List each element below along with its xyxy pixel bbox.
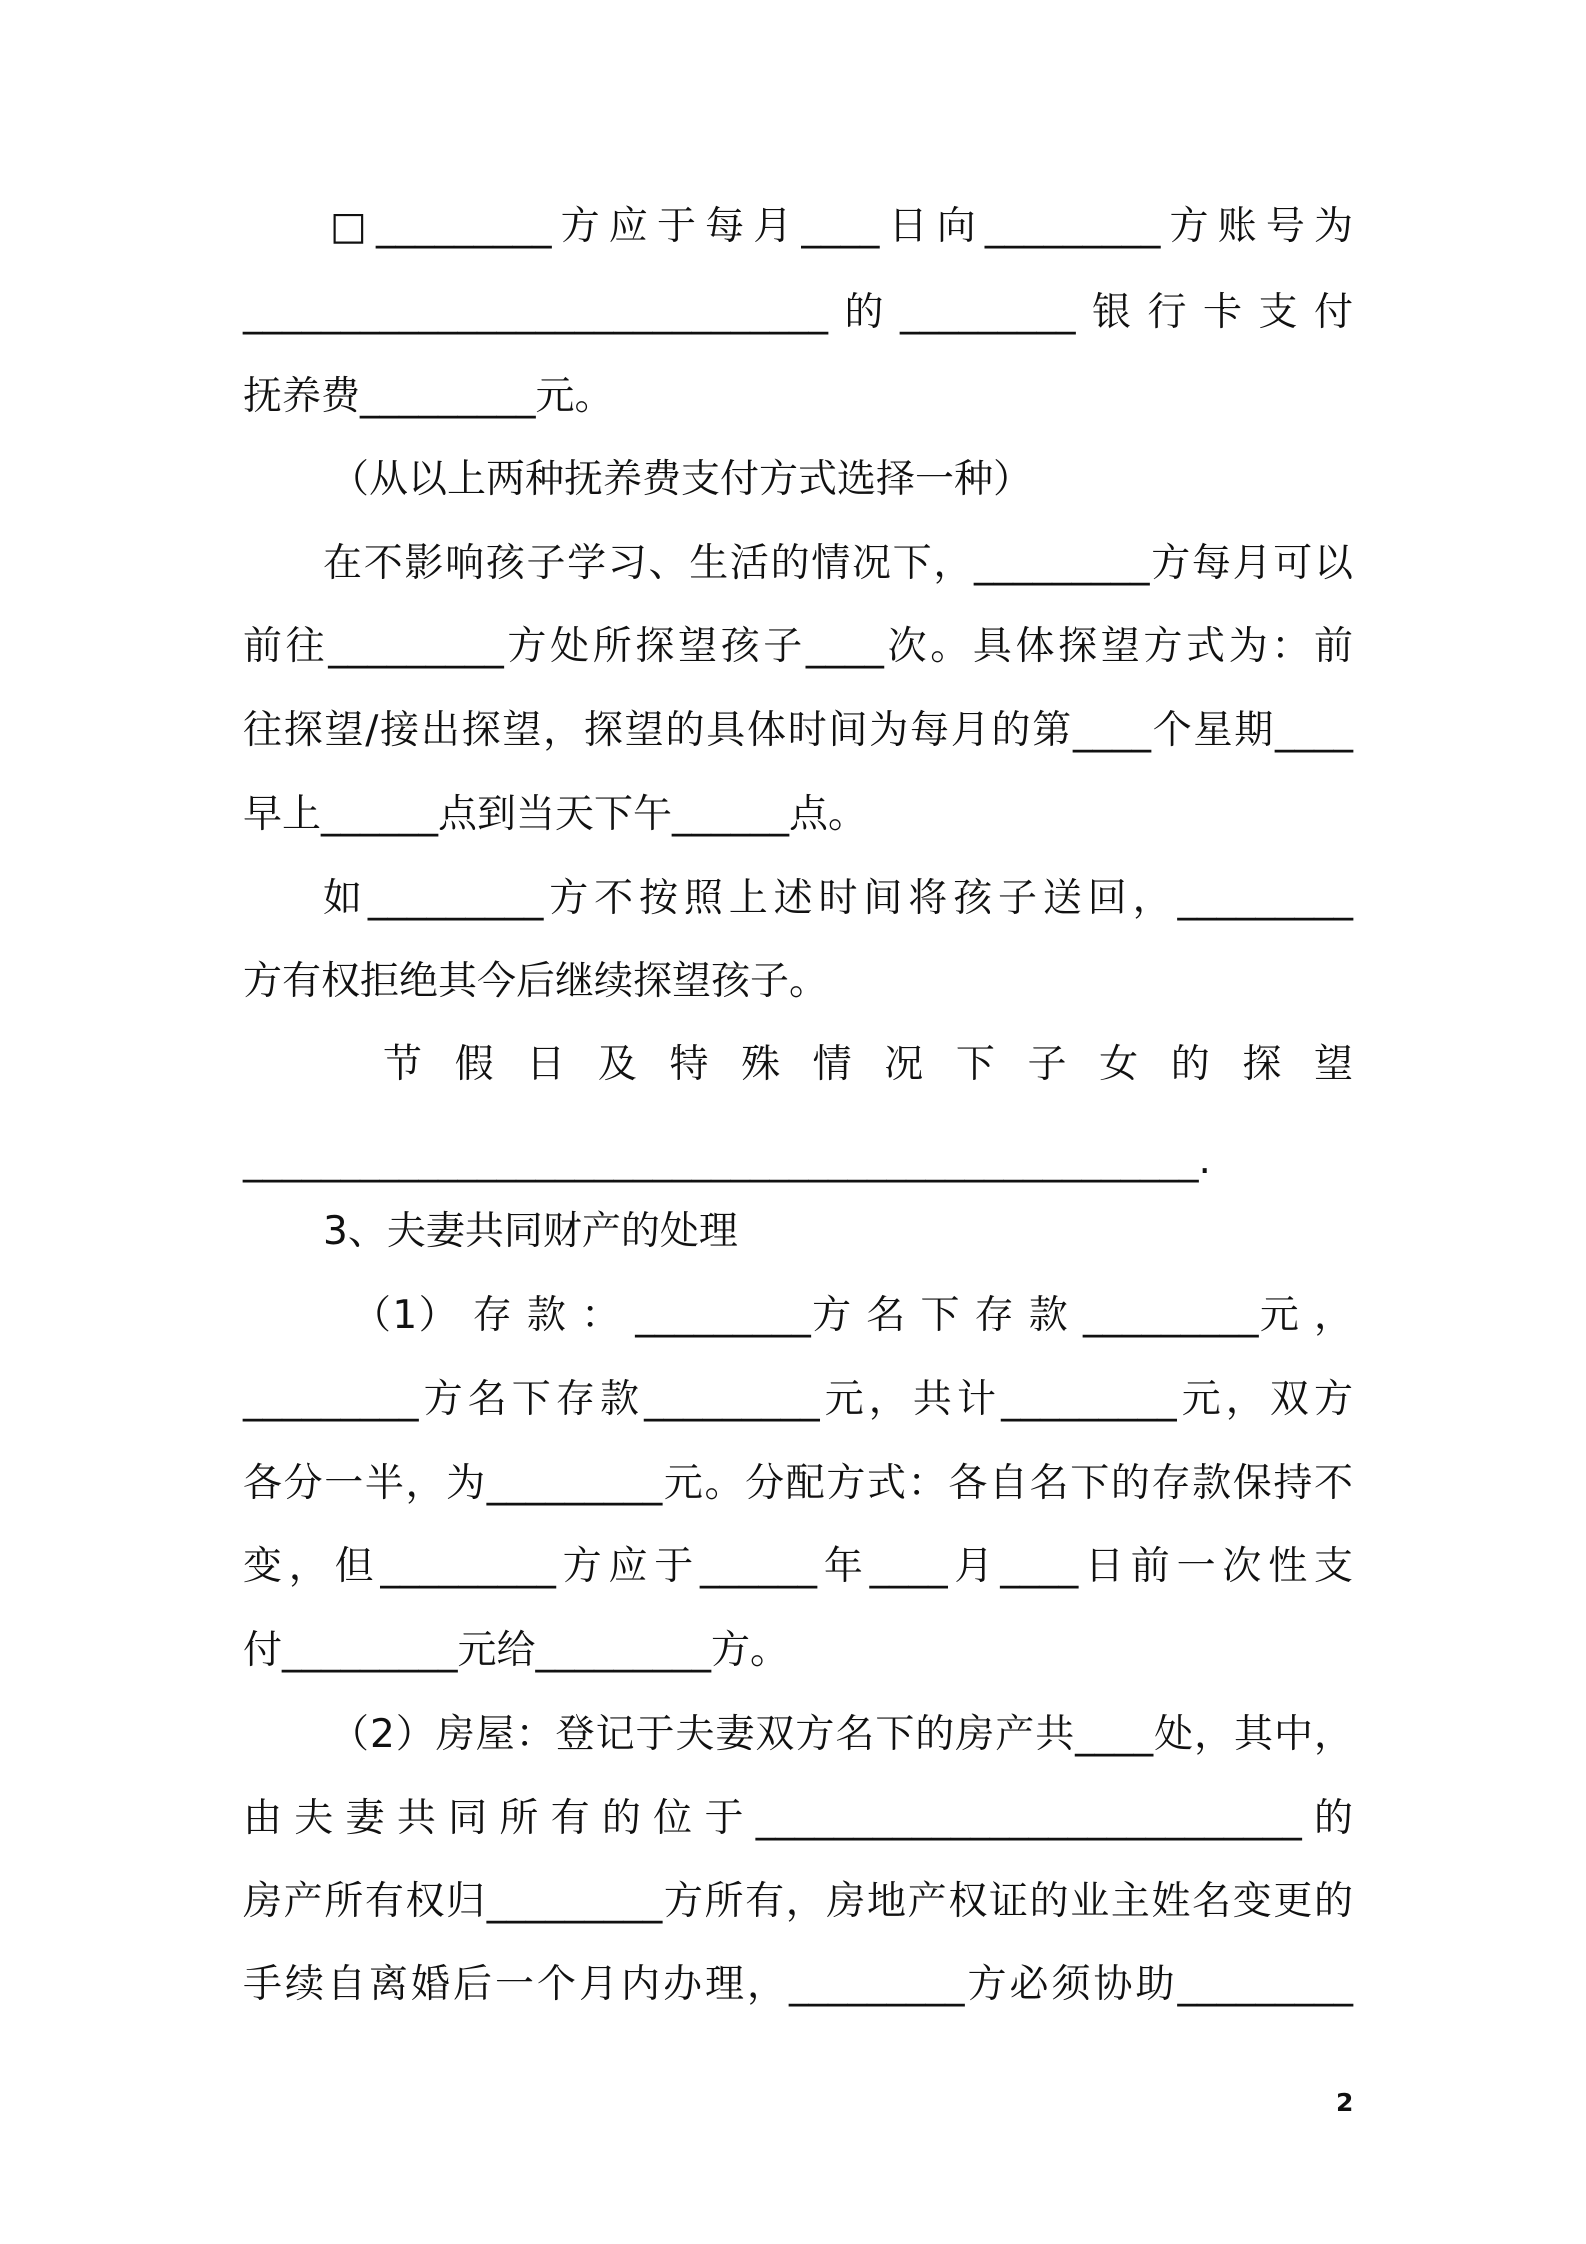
text-line: 变，但_________方应于______年____月____日前一次性支 — [243, 1544, 1353, 1589]
text-line: （1） 存 款 ： _________方 名 下 存 款 _________元 ， — [352, 1293, 1353, 1338]
text-line: _________________________________________________. — [243, 1138, 1211, 1183]
text-line: 付_________元给_________方。 — [243, 1628, 790, 1673]
text-line: 往探望/接出探望，探望的具体时间为每月的第____个星期____ — [243, 708, 1353, 753]
text-line: 抚养费_________元。 — [243, 374, 614, 419]
text-line: 早上______点到当天下午______点。 — [243, 792, 868, 837]
text-line: 由夫妻共同所有的位于____________________________的 — [243, 1796, 1353, 1841]
text-line: 如_________方不按照上述时间将孩子送回，_________ — [323, 876, 1353, 921]
text-line: （2）房屋：登记于夫妻双方名下的房产共____处，其中， — [330, 1712, 1353, 1757]
text-line: 前往_________方处所探望孩子____次。具体探望方式为：前 — [243, 624, 1353, 669]
text-line: 手续自离婚后一个月内办理，_________方必须协助_________ — [243, 1962, 1353, 2007]
text-line: （从以上两种抚养费支付方式选择一种） — [330, 457, 1033, 502]
text-line: 在不影响孩子学习、生活的情况下，_________方每月可以 — [323, 541, 1353, 586]
text-line: 节 假 日 及 特 殊 情 况 下 子 女 的 探 望 — [383, 1042, 1353, 1087]
text-line: 房产所有权归_________方所有，房地产权证的业主姓名变更的 — [243, 1879, 1353, 1924]
text-line: □_________方应于每月____日向_________方账号为 — [330, 204, 1353, 249]
text-line: _________方名下存款_________元，共计_________元，双方 — [243, 1377, 1353, 1422]
text-line: 各分一半，为_________元。分配方式：各自名下的存款保持不 — [243, 1461, 1353, 1506]
text-line: ______________________________的_________银行卡支付 — [243, 290, 1353, 335]
page-number: 2 — [1336, 2088, 1354, 2117]
text-line: 方有权拒绝其今后继续探望孩子。 — [243, 959, 829, 1004]
section-heading: 3、夫妻共同财产的处理 — [323, 1209, 738, 1254]
